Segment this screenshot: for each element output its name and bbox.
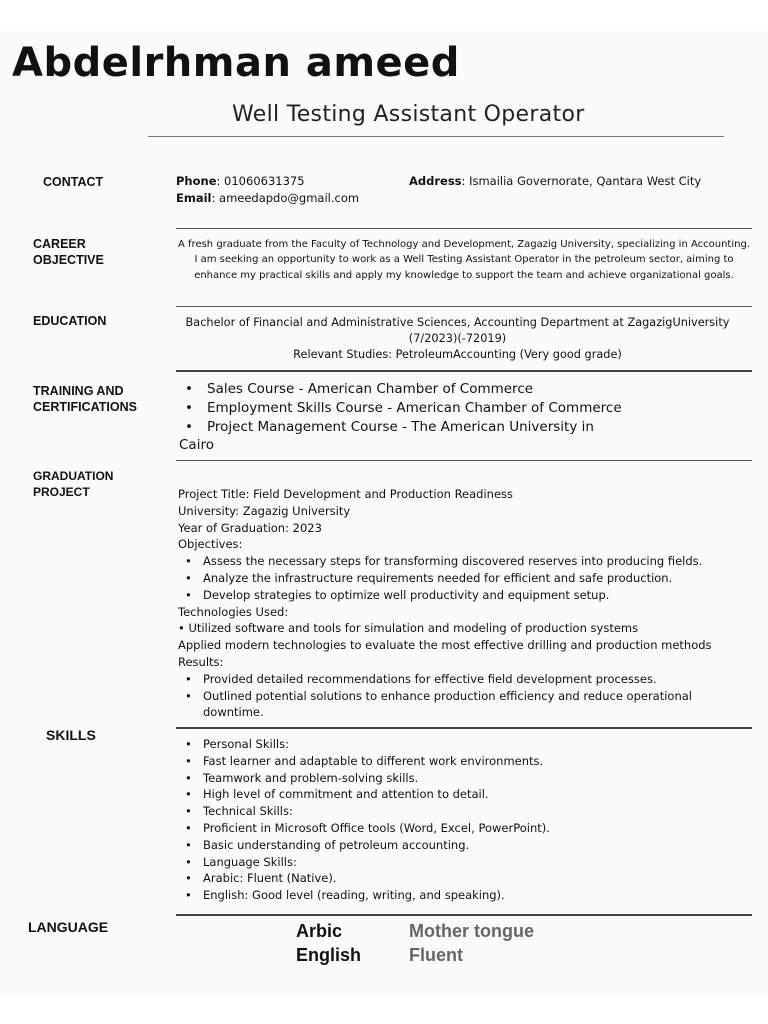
skill-item: • Technical Skills: xyxy=(178,803,738,820)
objectives-heading: Objectives: xyxy=(178,537,243,552)
objective-text: A fresh graduate from the Faculty of Technology and Development, Zagazig University, specializing in Accounting. I am seeking an opportunity to work as a Well Testing Assistant Operator in the petroleum sector, aiming to enhance my practical skills and apply my knowledge to support the team and achieve organizational goals. xyxy=(178,239,750,281)
graduation-label-line1: GRADUATION xyxy=(33,469,114,483)
divider-graduation xyxy=(176,727,752,729)
phone-value[interactable]: 01060631375 xyxy=(224,174,305,188)
education-dates: (7/2023)(-72019) xyxy=(408,332,507,345)
skill-item: • English: Good level (reading, writing, and speaking). xyxy=(178,887,738,904)
skill-item: • Teamwork and problem-solving skills. xyxy=(178,770,738,787)
contact-address: Address: Ismailia Governorate, Qantara West City xyxy=(409,174,702,188)
contact-email: Email: ameedapdo@gmail.com xyxy=(176,191,360,205)
divider-objective xyxy=(176,306,752,307)
technologies-line: • Utilized software and tools for simulation and modeling of production systems xyxy=(178,621,639,636)
objective-label-line1: CAREER xyxy=(33,237,86,251)
project-university: University: Zagazig University xyxy=(178,503,351,518)
phone-label: Phone xyxy=(176,174,217,188)
graduation-project-block xyxy=(178,486,738,721)
technologies-line: Applied modern technologies to evaluate the most effective drilling and production methods xyxy=(178,638,712,653)
training-item: • Employment Skills Course - American Chamber of Commerce xyxy=(176,399,626,418)
skill-item: • High level of commitment and attention to detail. xyxy=(178,786,738,803)
skill-item: • Personal Skills: xyxy=(178,736,738,753)
result-item: • Provided detailed recommendations for effective field development processes. xyxy=(178,671,723,688)
divider-training xyxy=(176,460,752,461)
training-continuation: Cairo xyxy=(179,437,214,454)
skills-block xyxy=(178,736,738,904)
address-label: Address xyxy=(409,174,462,188)
project-title: Project Title: Field Development and Production Readiness xyxy=(178,487,514,501)
training-label-line2: CERTIFICATIONS xyxy=(33,399,137,414)
skill-item: • Language Skills: xyxy=(178,854,738,871)
language-level: Mother tongue xyxy=(409,921,534,941)
candidate-name: Abdelrhman ameed xyxy=(12,40,460,86)
training-item: • Project Management Course - The American University in xyxy=(176,418,626,437)
project-year: Year of Graduation: 2023 xyxy=(178,520,322,535)
education-studies: Relevant Studies: PetroleumAccounting (Very good grade) xyxy=(293,348,622,361)
email-label: Email xyxy=(176,191,212,205)
section-label-contact: CONTACT xyxy=(43,175,104,189)
section-label-education: EDUCATION xyxy=(33,314,107,328)
result-item: • Outlined potential solutions to enhance production efficiency and reduce operational downtime. xyxy=(178,688,723,722)
training-item: • Sales Course - American Chamber of Commerce xyxy=(176,380,626,399)
graduation-label-line2: PROJECT xyxy=(33,484,90,499)
training-label-line1: TRAINING AND xyxy=(33,384,124,398)
job-title: Well Testing Assistant Operator xyxy=(232,102,585,127)
section-label-training xyxy=(33,384,137,415)
skill-item: • Fast learner and adaptable to different work environments. xyxy=(178,753,738,770)
section-label-objective xyxy=(33,237,104,268)
skill-item: • Proficient in Microsoft Office tools (Word, Excel, PowerPoint). xyxy=(178,820,738,837)
contact-phone: Phone: 01060631375 xyxy=(176,174,305,188)
section-label-graduation xyxy=(33,469,113,500)
top-margin xyxy=(0,0,768,30)
email-value[interactable]: ameedapdo@gmail.com xyxy=(219,191,360,205)
objective-item: • Analyze the infrastructure requirements needed for efficient and safe production. xyxy=(178,570,738,587)
objective-item: • Develop strategies to optimize well productivity and equipment setup. xyxy=(178,587,738,604)
results-heading: Results: xyxy=(178,654,224,669)
title-divider xyxy=(148,136,724,137)
bottom-margin xyxy=(0,996,768,1024)
section-label-skills: SKILLS xyxy=(46,727,96,743)
address-value: Ismailia Governorate, Qantara West City xyxy=(469,174,702,188)
technologies-heading: Technologies Used: xyxy=(178,604,289,619)
training-list xyxy=(176,380,626,455)
language-name: Arbic xyxy=(296,921,343,941)
section-label-language: LANGUAGE xyxy=(28,919,109,935)
divider-education xyxy=(176,370,752,372)
divider-contact xyxy=(176,228,752,229)
divider-skills xyxy=(176,914,752,916)
objective-label-line2: OBJECTIVE xyxy=(33,252,104,267)
education-degree: Bachelor of Financial and Administrative Sciences, Accounting Department at ZagazigUniversity xyxy=(185,316,730,329)
education-block xyxy=(176,315,739,363)
language-name: English xyxy=(296,945,362,965)
skill-item: • Arabic: Fluent (Native). xyxy=(178,870,738,887)
language-level: Fluent xyxy=(409,945,463,965)
skill-item: • Basic understanding of petroleum accounting. xyxy=(178,837,738,854)
objective-item: • Assess the necessary steps for transforming discovered reserves into producing fields. xyxy=(178,553,738,570)
